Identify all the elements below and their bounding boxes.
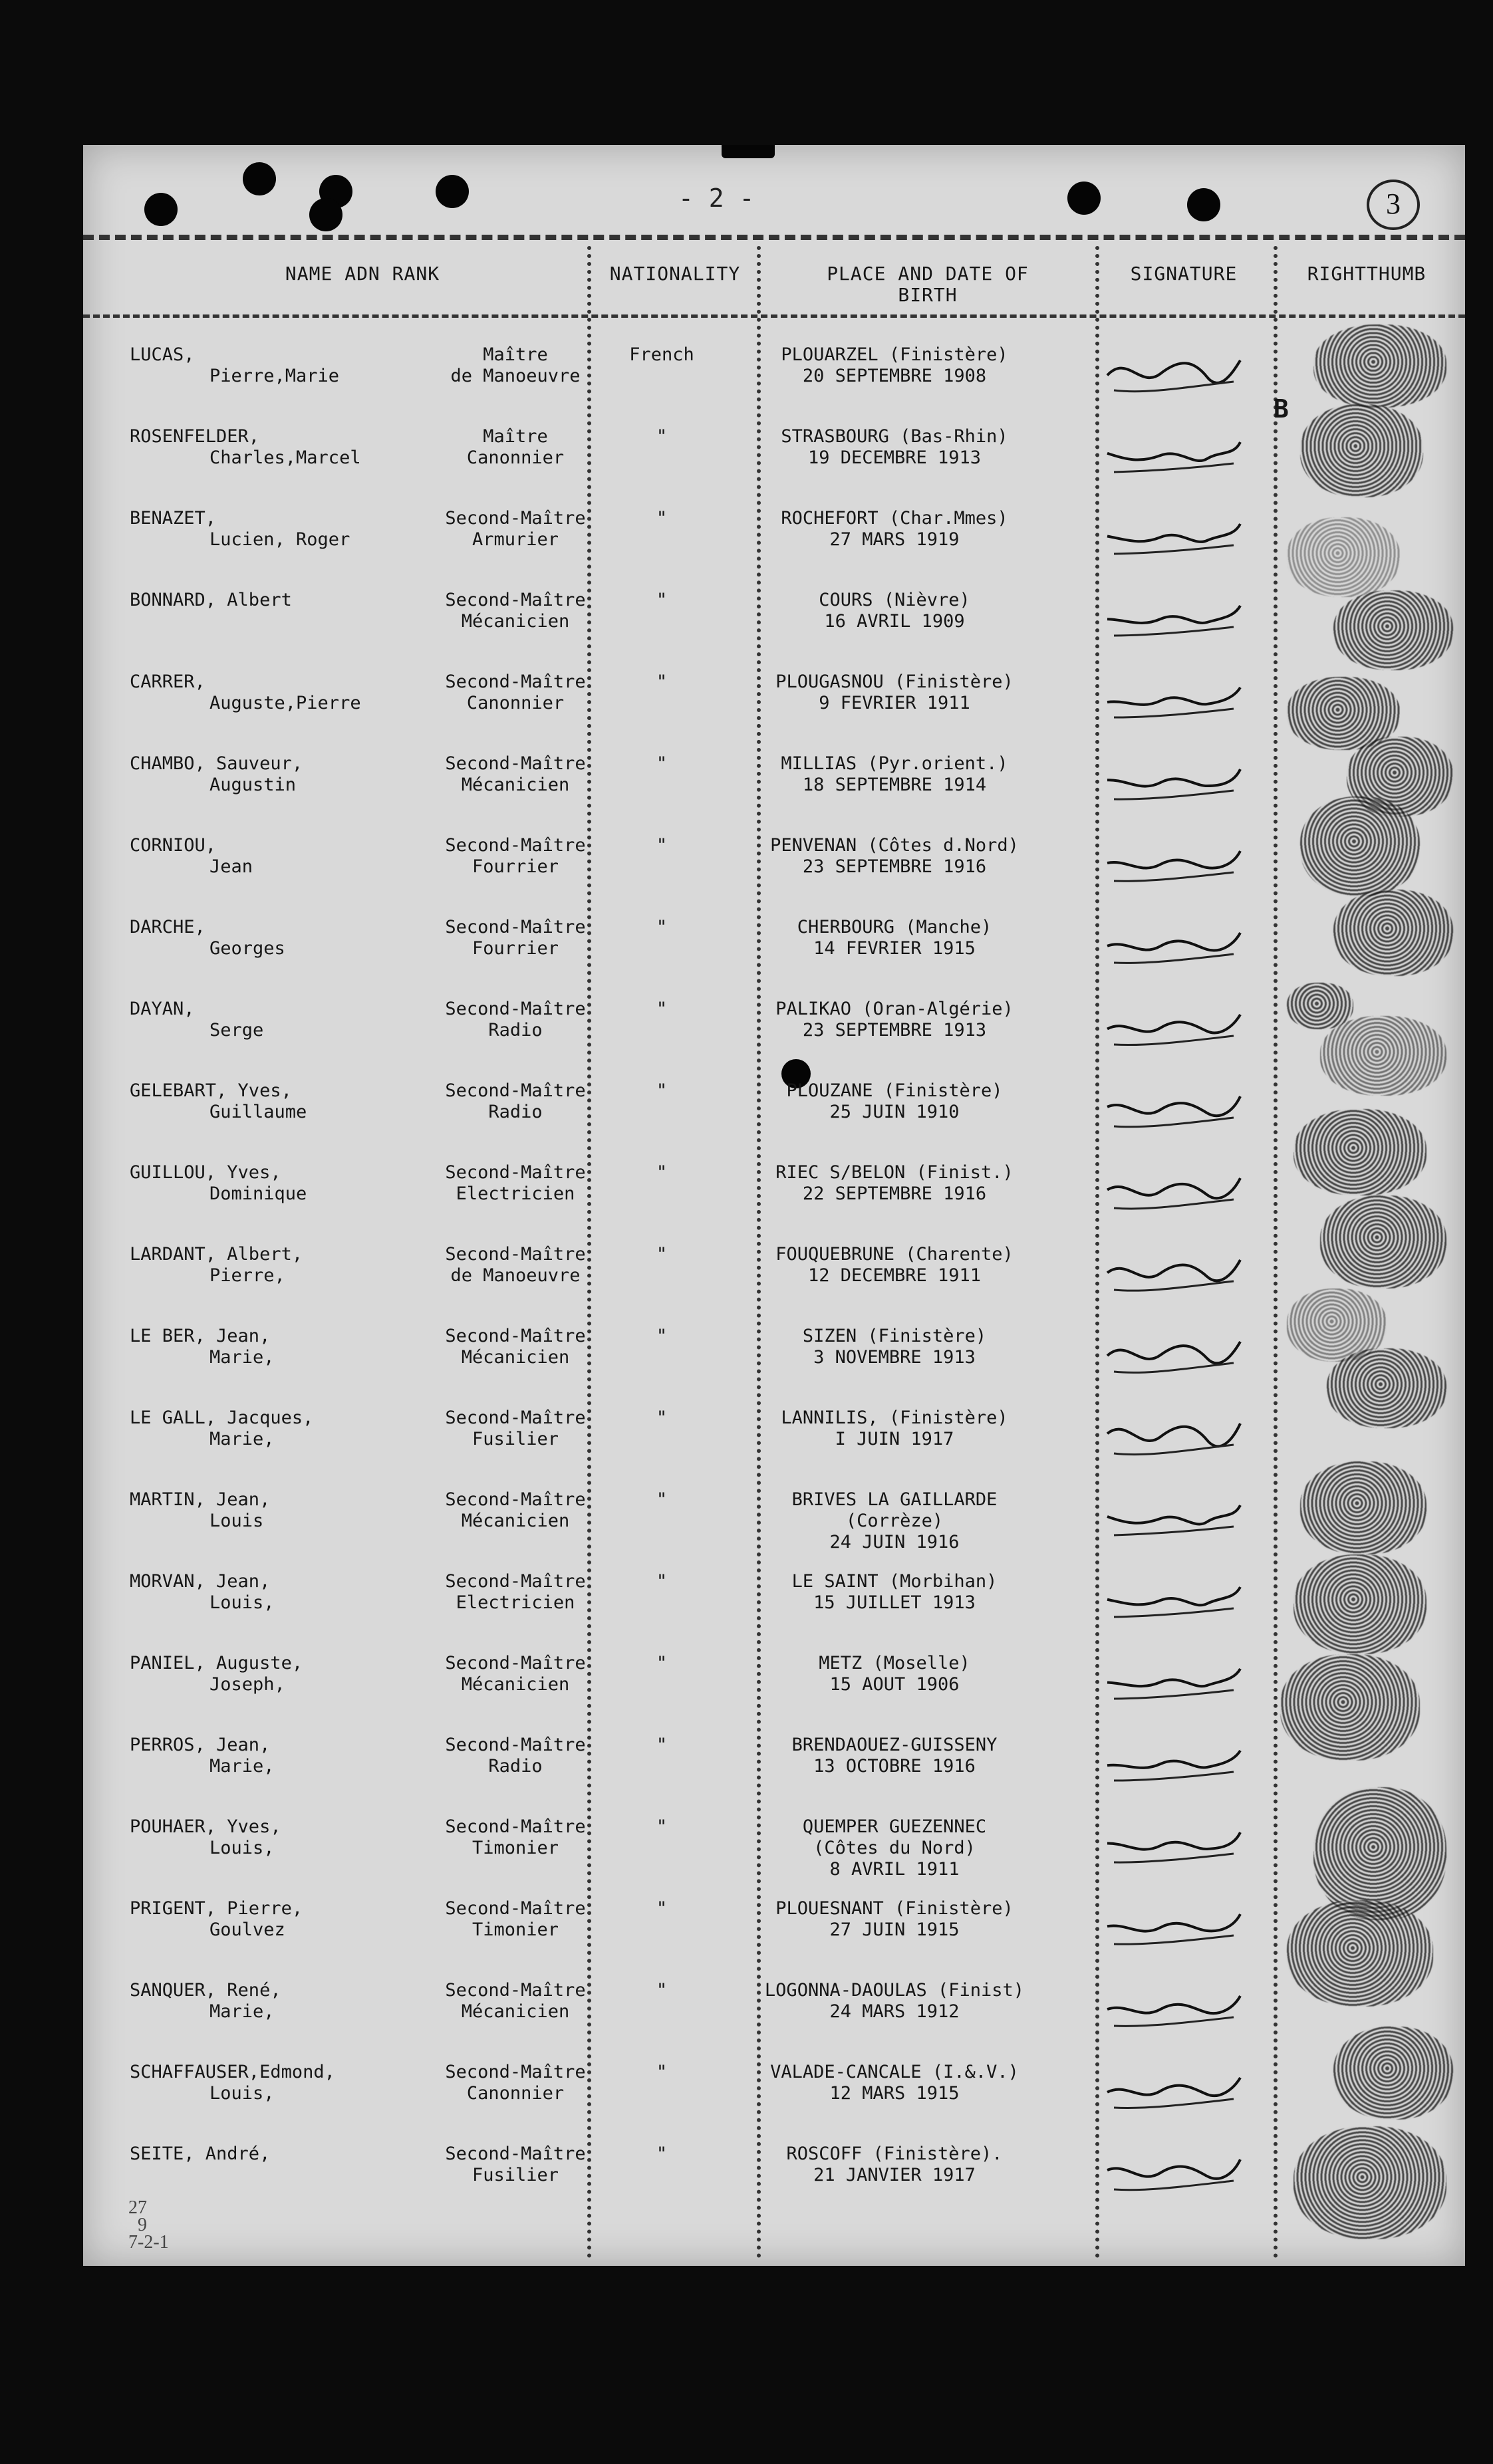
name-line-2: Georges	[209, 938, 285, 959]
birth-place-line-2: 27 MARS 1919	[829, 529, 960, 550]
rank-line-2: de Manoeuvre	[450, 366, 581, 386]
name-line-2: Dominique	[209, 1183, 307, 1204]
name-line-2: Marie,	[209, 1347, 275, 1368]
birth-place-line-2: 12 DECEMBRE 1911	[807, 1265, 982, 1286]
birth-place-line-2: 15 JUILLET 1913	[813, 1592, 976, 1613]
birth-place-line-1: METZ (Moselle)	[819, 1653, 970, 1673]
name-line-1: GUILLOU, Yves,	[130, 1162, 281, 1183]
name-line-1: PANIEL, Auguste,	[130, 1653, 303, 1673]
name-line-2: Augustin	[209, 775, 297, 795]
table-row	[83, 999, 1465, 1081]
nationality: "	[656, 1980, 668, 2001]
rank-line-1: Maître	[483, 344, 548, 365]
nationality: "	[656, 917, 668, 937]
header-name-rank: NAME ADN RANK	[285, 263, 440, 285]
handwritten-signature	[1101, 1485, 1247, 1552]
rank-line-1: Second-Maître	[445, 1816, 586, 1837]
table-row	[83, 1080, 1465, 1163]
nationality: "	[656, 1735, 668, 1755]
document-page	[83, 145, 1465, 2266]
nationality: "	[656, 835, 668, 856]
name-line-1: POUHAER, Yves,	[130, 1816, 281, 1837]
table-row	[83, 344, 1465, 427]
header-bottom-rule	[83, 314, 1465, 318]
header-right-thumb: RIGHTTHUMB	[1307, 263, 1426, 285]
birth-place-line-1: PALIKAO (Oran-Algérie)	[775, 999, 1014, 1019]
name-line-1: SCHAFFAUSER,Edmond,	[130, 2062, 335, 2082]
birth-place-line-1: BRENDAOUEZ-GUISSENY	[791, 1735, 998, 1755]
nationality: "	[656, 590, 668, 610]
handwritten-signature	[1101, 995, 1247, 1061]
birth-place-line-1: STRASBOURG (Bas-Rhin)	[781, 426, 1008, 447]
circled-page-number: 3	[1367, 180, 1420, 230]
table-row	[83, 2144, 1465, 2226]
name-line-1: CORNIOU,	[130, 835, 217, 856]
birth-place-line-2: (Côtes du Nord)	[813, 1838, 976, 1858]
name-line-1: LE GALL, Jacques,	[130, 1408, 314, 1428]
birth-place-line-2: 25 JUIN 1910	[829, 1102, 960, 1122]
nationality: "	[656, 1898, 668, 1919]
rank-line-1: Second-Maître	[445, 1162, 586, 1183]
punch-hole	[144, 193, 178, 226]
handwritten-signature	[1101, 1976, 1247, 2042]
birth-place-line-2: I JUIN 1917	[835, 1429, 954, 1449]
name-line-1: CHAMBO, Sauveur,	[130, 753, 303, 774]
birth-place-line-2: 24 MARS 1912	[829, 2001, 960, 2022]
rank-line-2: Fourrier	[472, 938, 559, 959]
handwritten-signature	[1101, 1322, 1247, 1388]
rank-line-2: Fusilier	[472, 1429, 559, 1449]
name-line-2: Marie,	[209, 1756, 275, 1777]
rank-line-2: Armurier	[472, 529, 559, 550]
rank-line-1: Second-Maître	[445, 1898, 586, 1919]
birth-place-line-1: LE SAINT (Morbihan)	[791, 1571, 998, 1592]
rank-line-2: Mécanicien	[461, 1674, 570, 1695]
rank-line-1: Second-Maître	[445, 1080, 586, 1101]
header-place-date-line1: PLACE AND DATE OF	[827, 263, 1029, 285]
birth-place-line-1: PLOUZANE (Finistère)	[786, 1080, 1003, 1101]
rank-line-2: Mécanicien	[461, 775, 570, 795]
name-line-1: CARRER,	[130, 672, 205, 692]
birth-place-line-2: 14 FEVRIER 1915	[813, 938, 976, 959]
birth-place-line-2: 3 NOVEMBRE 1913	[813, 1347, 976, 1368]
rank-line-2: Mécanicien	[461, 611, 570, 632]
rank-line-2: Fourrier	[472, 856, 559, 877]
name-line-2: Louis,	[209, 1592, 275, 1613]
rank-line-2: Mécanicien	[461, 2001, 570, 2022]
nationality: "	[656, 1816, 668, 1837]
handwritten-signature	[1101, 2140, 1247, 2206]
birth-place-line-3: 8 AVRIL 1911	[829, 1859, 960, 1880]
rank-line-2: Canonnier	[466, 447, 565, 468]
name-line-1: PERROS, Jean,	[130, 1735, 271, 1755]
rank-line-1: Second-Maître	[445, 2062, 586, 2082]
rank-line-1: Second-Maître	[445, 1980, 586, 2001]
name-line-2: Louis,	[209, 2083, 275, 2104]
name-line-2: Serge	[209, 1020, 264, 1041]
birth-place-line-2: 20 SEPTEMBRE 1908	[802, 366, 987, 386]
rank-line-1: Maître	[483, 426, 548, 447]
nationality: "	[656, 2144, 668, 2164]
handwritten-signature	[1101, 1894, 1247, 1961]
birth-place-line-2: 16 AVRIL 1909	[824, 611, 965, 632]
birth-place-line-2: 19 DECEMBRE 1913	[807, 447, 982, 468]
side-mark: B	[1274, 394, 1289, 424]
name-line-2: Lucien, Roger	[209, 529, 350, 550]
birth-place-line-2: 9 FEVRIER 1911	[819, 693, 970, 713]
name-line-2: Charles,Marcel	[209, 447, 361, 468]
table-row	[83, 1326, 1465, 1408]
birth-place-line-2: 23 SEPTEMBRE 1913	[802, 1020, 987, 1041]
name-line-1: DARCHE,	[130, 917, 205, 937]
nationality: "	[656, 753, 668, 774]
note-line-2: 9	[138, 2215, 147, 2235]
name-line-1: LARDANT, Albert,	[130, 1244, 303, 1265]
rank-line-2: Fusilier	[472, 2165, 559, 2185]
rank-line-1: Second-Maître	[445, 999, 586, 1019]
birth-place-line-1: SIZEN (Finistère)	[802, 1326, 987, 1346]
table-row	[83, 753, 1465, 836]
name-line-2: Marie,	[209, 2001, 275, 2022]
rank-line-2: Mécanicien	[461, 1511, 570, 1531]
name-line-2: Auguste,Pierre	[209, 693, 361, 713]
handwritten-signature	[1101, 1158, 1247, 1225]
birth-place-line-2: 13 OCTOBRE 1916	[813, 1756, 976, 1777]
rank-line-1: Second-Maître	[445, 753, 586, 774]
nationality: "	[656, 1653, 668, 1673]
handwritten-signature	[1101, 1404, 1247, 1470]
handwritten-signature	[1101, 586, 1247, 652]
name-line-2: Pierre,	[209, 1265, 285, 1286]
rank-line-1: Second-Maître	[445, 508, 586, 529]
name-line-1: SANQUER, René,	[130, 1980, 281, 2001]
birth-place-line-2: 23 SEPTEMBRE 1916	[802, 856, 987, 877]
rank-line-1: Second-Maître	[445, 917, 586, 937]
table-row	[83, 2062, 1465, 2144]
birth-place-line-2: 21 JANVIER 1917	[813, 2165, 976, 2185]
handwritten-signature	[1101, 2058, 1247, 2124]
birth-place-line-1: LANNILIS, (Finistère)	[781, 1408, 1008, 1428]
name-line-1: LUCAS,	[130, 344, 195, 365]
name-line-1: SEITE, André,	[130, 2144, 271, 2164]
nationality: "	[656, 1408, 668, 1428]
name-line-1: ROSENFELDER,	[130, 426, 260, 447]
birth-place-line-1: PLOUARZEL (Finistère)	[781, 344, 1008, 365]
name-line-2: Louis,	[209, 1838, 275, 1858]
rank-line-1: Second-Maître	[445, 1571, 586, 1592]
name-line-1: GELEBART, Yves,	[130, 1080, 292, 1101]
table-row	[83, 1898, 1465, 1981]
handwritten-signature	[1101, 1240, 1247, 1306]
table-row	[83, 835, 1465, 918]
name-line-1: MORVAN, Jean,	[130, 1571, 271, 1592]
table-row	[83, 1244, 1465, 1326]
birth-place-line-1: FOUQUEBRUNE (Charente)	[775, 1244, 1014, 1265]
table-row	[83, 1653, 1465, 1735]
birth-place-line-2: 27 JUIN 1915	[829, 1919, 960, 1940]
name-line-1: MARTIN, Jean,	[130, 1489, 271, 1510]
birth-place-line-1: PLOUESNANT (Finistère)	[775, 1898, 1014, 1919]
birth-place-line-2: 22 SEPTEMBRE 1916	[802, 1183, 987, 1204]
handwritten-signature	[1101, 831, 1247, 898]
handwritten-signature	[1101, 422, 1247, 489]
name-line-1: DAYAN,	[130, 999, 195, 1019]
rank-line-2: Timonier	[472, 1838, 559, 1858]
rank-line-1: Second-Maître	[445, 590, 586, 610]
name-line-2: Jean	[209, 856, 253, 877]
nationality: "	[656, 1162, 668, 1183]
birth-place-line-1: MILLIAS (Pyr.orient.)	[781, 753, 1008, 774]
name-line-1: LE BER, Jean,	[130, 1326, 271, 1346]
page-number: - 2 -	[678, 184, 755, 213]
table-row	[83, 1162, 1465, 1245]
handwritten-signature	[1101, 1076, 1247, 1143]
birth-place-line-2: 12 MARS 1915	[829, 2083, 960, 2104]
rank-line-1: Second-Maître	[445, 835, 586, 856]
birth-place-line-2: (Corrèze)	[845, 1511, 944, 1531]
punch-hole	[1187, 188, 1220, 221]
name-line-2: Guillaume	[209, 1102, 307, 1122]
rank-line-2: Electricien	[456, 1592, 575, 1613]
note-line-1: 27	[128, 2197, 147, 2218]
nationality: "	[656, 2062, 668, 2082]
table-row	[83, 1408, 1465, 1490]
table-row	[83, 508, 1465, 590]
name-line-2: Goulvez	[209, 1919, 285, 1940]
rank-line-1: Second-Maître	[445, 2144, 586, 2164]
table-row	[83, 1489, 1465, 1572]
birth-place-line-1: LOGONNA-DAOULAS (Finist)	[764, 1980, 1025, 2001]
punch-hole	[436, 175, 469, 208]
punch-hole	[722, 145, 775, 158]
nationality: "	[656, 1080, 668, 1101]
birth-place-line-1: CHERBOURG (Manche)	[797, 917, 992, 937]
birth-place-line-3: 24 JUIN 1916	[829, 1532, 960, 1552]
birth-place-line-1: ROSCOFF (Finistère).	[786, 2144, 1003, 2164]
header-top-rule	[83, 235, 1465, 240]
rank-line-1: Second-Maître	[445, 1244, 586, 1265]
rank-line-2: Radio	[488, 1756, 543, 1777]
name-line-1: PRIGENT, Pierre,	[130, 1898, 303, 1919]
handwritten-signature	[1101, 1567, 1247, 1634]
handwritten-signature	[1101, 668, 1247, 734]
rank-line-2: Canonnier	[466, 693, 565, 713]
birth-place-line-1: QUEMPER GUEZENNEC	[802, 1816, 987, 1837]
handwritten-signature	[1101, 1649, 1247, 1715]
header-nationality: NATIONALITY	[609, 263, 741, 285]
table-row	[83, 1980, 1465, 2062]
name-line-2: Marie,	[209, 1429, 275, 1449]
nationality: "	[656, 508, 668, 529]
handwritten-signature	[1101, 913, 1247, 979]
table-row	[83, 1735, 1465, 1817]
birth-place-line-1: ROCHEFORT (Char.Mmes)	[781, 508, 1008, 529]
punch-hole	[1067, 182, 1101, 215]
rank-line-2: Mécanicien	[461, 1347, 570, 1368]
nationality: "	[656, 672, 668, 692]
punch-hole	[309, 198, 342, 231]
nationality: "	[656, 1244, 668, 1265]
birth-place-line-1: PENVENAN (Côtes d.Nord)	[770, 835, 1019, 856]
handwritten-signature	[1101, 1731, 1247, 1797]
name-line-2: Joseph,	[209, 1674, 285, 1695]
birth-place-line-1: RIEC S/BELON (Finist.)	[775, 1162, 1014, 1183]
rank-line-2: de Manoeuvre	[450, 1265, 581, 1286]
name-line-2: Pierre,Marie	[209, 366, 340, 386]
table-row	[83, 590, 1465, 672]
table-row	[83, 1571, 1465, 1654]
handwritten-signature	[1101, 504, 1247, 570]
birth-place-line-1: BRIVES LA GAILLARDE	[791, 1489, 998, 1510]
note-line-3: 7-2-1	[128, 2232, 169, 2253]
handwritten-signature	[1101, 340, 1247, 407]
birth-place-line-1: COURS (Nièvre)	[819, 590, 970, 610]
rank-line-2: Timonier	[472, 1919, 559, 1940]
table-row	[83, 426, 1465, 509]
rank-line-2: Radio	[488, 1102, 543, 1122]
birth-place-line-2: 18 SEPTEMBRE 1914	[802, 775, 987, 795]
nationality: "	[656, 1489, 668, 1510]
table-row	[83, 1816, 1465, 1899]
handwritten-signature	[1101, 1812, 1247, 1879]
rank-line-1: Second-Maître	[445, 1326, 586, 1346]
birth-place-line-1: VALADE-CANCALE (I.&.V.)	[770, 2062, 1019, 2082]
birth-place-line-1: PLOUGASNOU (Finistère)	[775, 672, 1014, 692]
rank-line-1: Second-Maître	[445, 1408, 586, 1428]
nationality: "	[656, 1571, 668, 1592]
nationality: French	[629, 344, 694, 365]
punch-hole	[243, 162, 276, 195]
rank-line-2: Radio	[488, 1020, 543, 1041]
header-signature: SIGNATURE	[1130, 263, 1238, 285]
rank-line-1: Second-Maître	[445, 1735, 586, 1755]
nationality: "	[656, 1326, 668, 1346]
rank-line-1: Second-Maître	[445, 672, 586, 692]
nationality: "	[656, 999, 668, 1019]
rank-line-2: Electricien	[456, 1183, 575, 1204]
rank-line-2: Canonnier	[466, 2083, 565, 2104]
handwritten-signature	[1101, 749, 1247, 816]
rank-line-1: Second-Maître	[445, 1489, 586, 1510]
birth-place-line-2: 15 AOUT 1906	[829, 1674, 960, 1695]
handwritten-note	[128, 2199, 169, 2251]
header-place-date-line2: BIRTH	[898, 284, 958, 306]
name-line-2: Louis	[209, 1511, 264, 1531]
name-line-1: BENAZET,	[130, 508, 217, 529]
nationality: "	[656, 426, 668, 447]
table-row	[83, 672, 1465, 754]
table-row	[83, 917, 1465, 999]
name-line-1: BONNARD, Albert	[130, 590, 292, 610]
header-place-date	[768, 263, 1087, 306]
rank-line-1: Second-Maître	[445, 1653, 586, 1673]
